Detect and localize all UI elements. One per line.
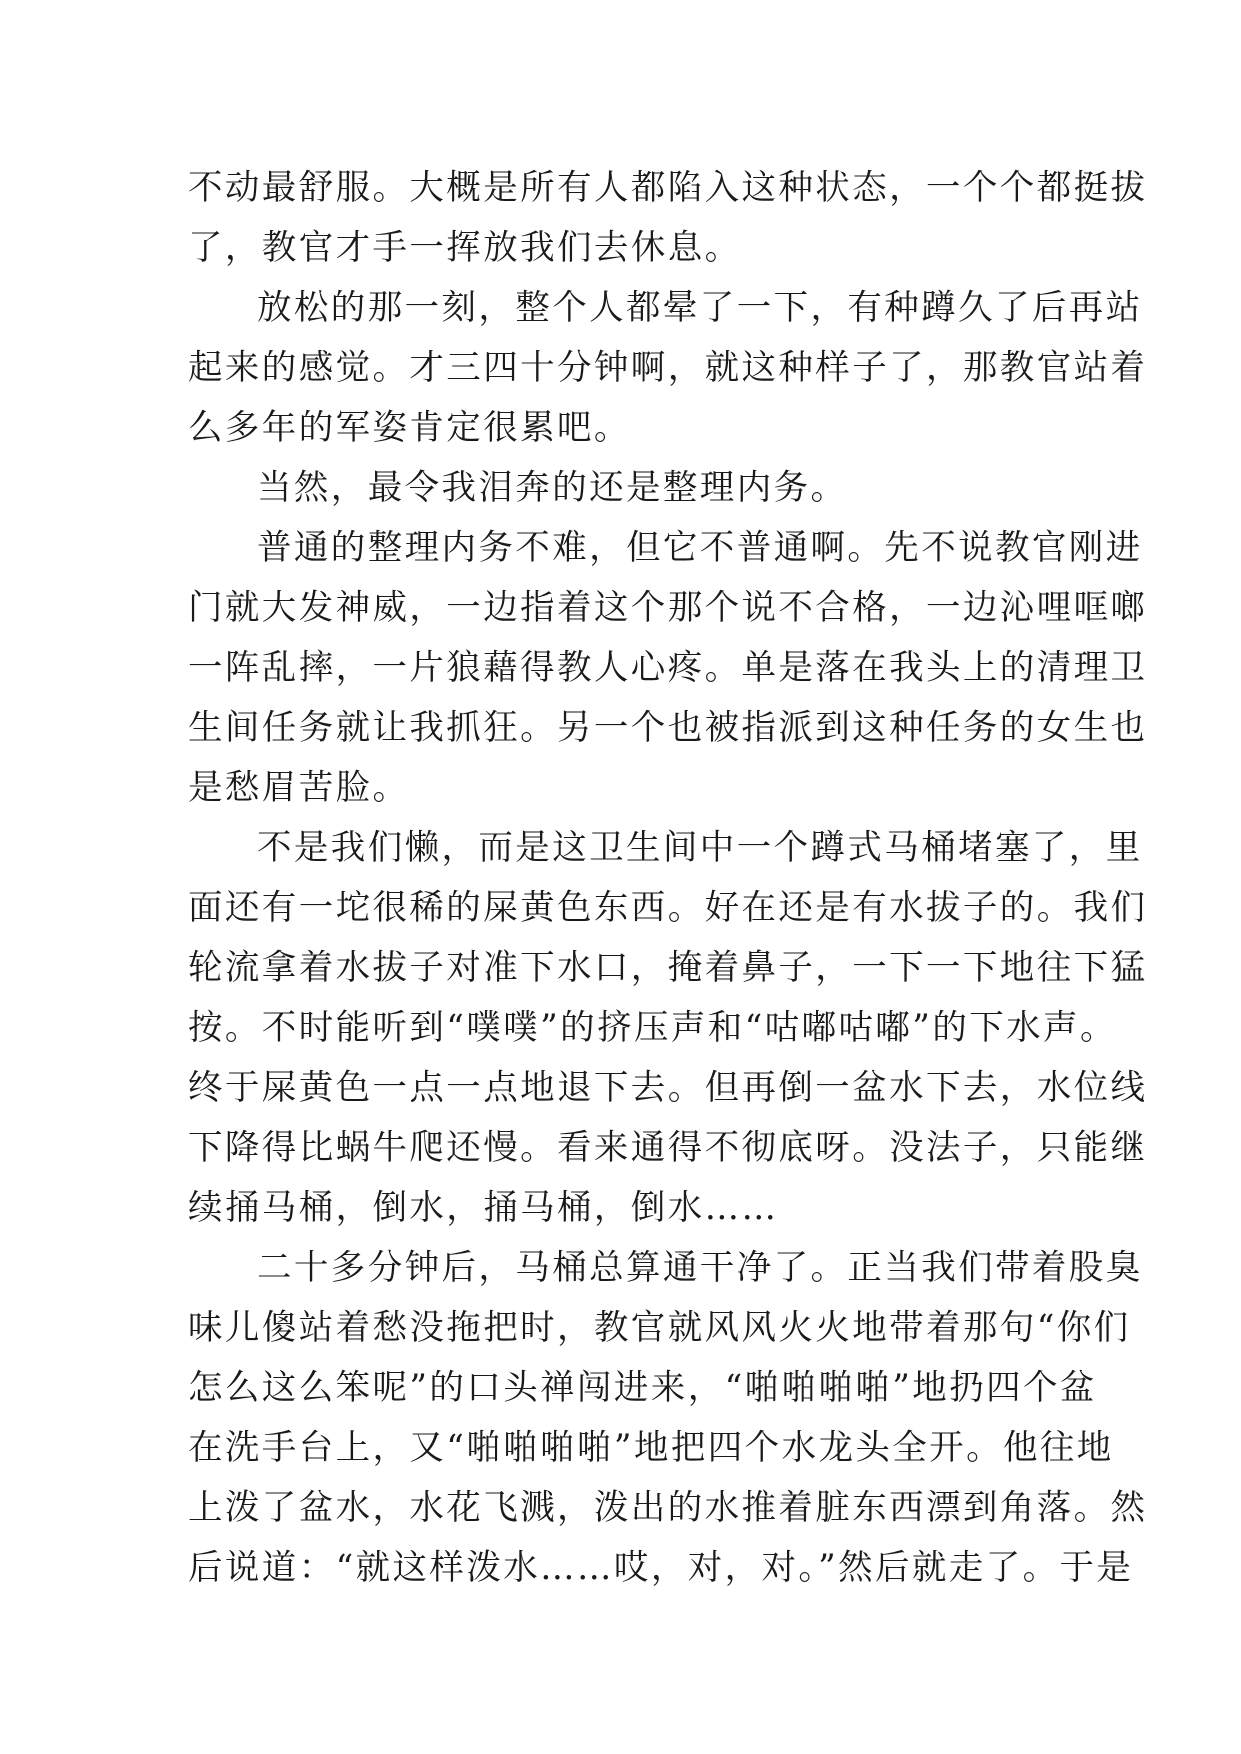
text-line: 面还有一坨很稀的屎黄色东西。好在还是有水拔子的。我们 [188, 888, 1148, 928]
text-line: 起来的感觉。才三四十分钟啊，就这种样子了，那教官站着 [188, 348, 1148, 388]
text-line: 怎么这么笨呢”的口头禅闯进来，“啪啪啪啪”地扔四个盆 [188, 1368, 1097, 1408]
text-line: 按。不时能听到“噗噗”的挤压声和“咕嘟咕嘟”的下水声。 [188, 1008, 1117, 1048]
text-line: 是愁眉苦脸。 [188, 768, 410, 808]
text-line: 味儿傻站着愁没拖把时，教官就风风火火地带着那句“你们 [188, 1308, 1131, 1348]
text-line: 普通的整理内务不难，但它不普通啊。先不说教官刚进 [257, 528, 1143, 568]
text-line: 上泼了盆水，水花飞溅，泼出的水推着脏东西漂到角落。然 [188, 1488, 1148, 1528]
text-line: 续捅马桶，倒水，捅马桶，倒水…… [188, 1188, 779, 1228]
body-text [188, 158, 1148, 1598]
text-line: 下降得比蜗牛爬还慢。看来通得不彻底呀。没法子，只能继 [188, 1128, 1148, 1168]
text-line: 当然，最令我泪奔的还是整理内务。 [257, 468, 848, 508]
text-line: 放松的那一刻，整个人都晕了一下，有种蹲久了后再站 [257, 288, 1143, 328]
text-line: 在洗手台上，又“啪啪啪啪”地把四个水龙头全开。他往地 [188, 1428, 1114, 1468]
text-line: 么多年的军姿肯定很累吧。 [188, 408, 631, 448]
text-line: 一阵乱摔，一片狼藉得教人心疼。单是落在我头上的清理卫 [188, 648, 1148, 688]
text-line: 不动最舒服。大概是所有人都陷入这种状态，一个个都挺拔 [188, 168, 1148, 208]
text-line: 了，教官才手一挥放我们去休息。 [188, 228, 742, 268]
text-line: 生间任务就让我抓狂。另一个也被指派到这种任务的女生也 [188, 708, 1148, 748]
text-line: 轮流拿着水拔子对准下水口，掩着鼻子，一下一下地往下猛 [188, 948, 1148, 988]
text-line: 门就大发神威，一边指着这个那个说不合格，一边沁哩哐啷 [188, 588, 1148, 628]
text-line: 不是我们懒，而是这卫生间中一个蹲式马桶堵塞了，里 [257, 828, 1143, 868]
text-line: 后说道：“就这样泼水……哎，对，对。”然后就走了。于是 [188, 1548, 1134, 1588]
text-line: 二十多分钟后，马桶总算通干净了。正当我们带着股臭 [257, 1248, 1143, 1288]
text-line: 终于屎黄色一点一点地退下去。但再倒一盆水下去，水位线 [188, 1068, 1148, 1108]
